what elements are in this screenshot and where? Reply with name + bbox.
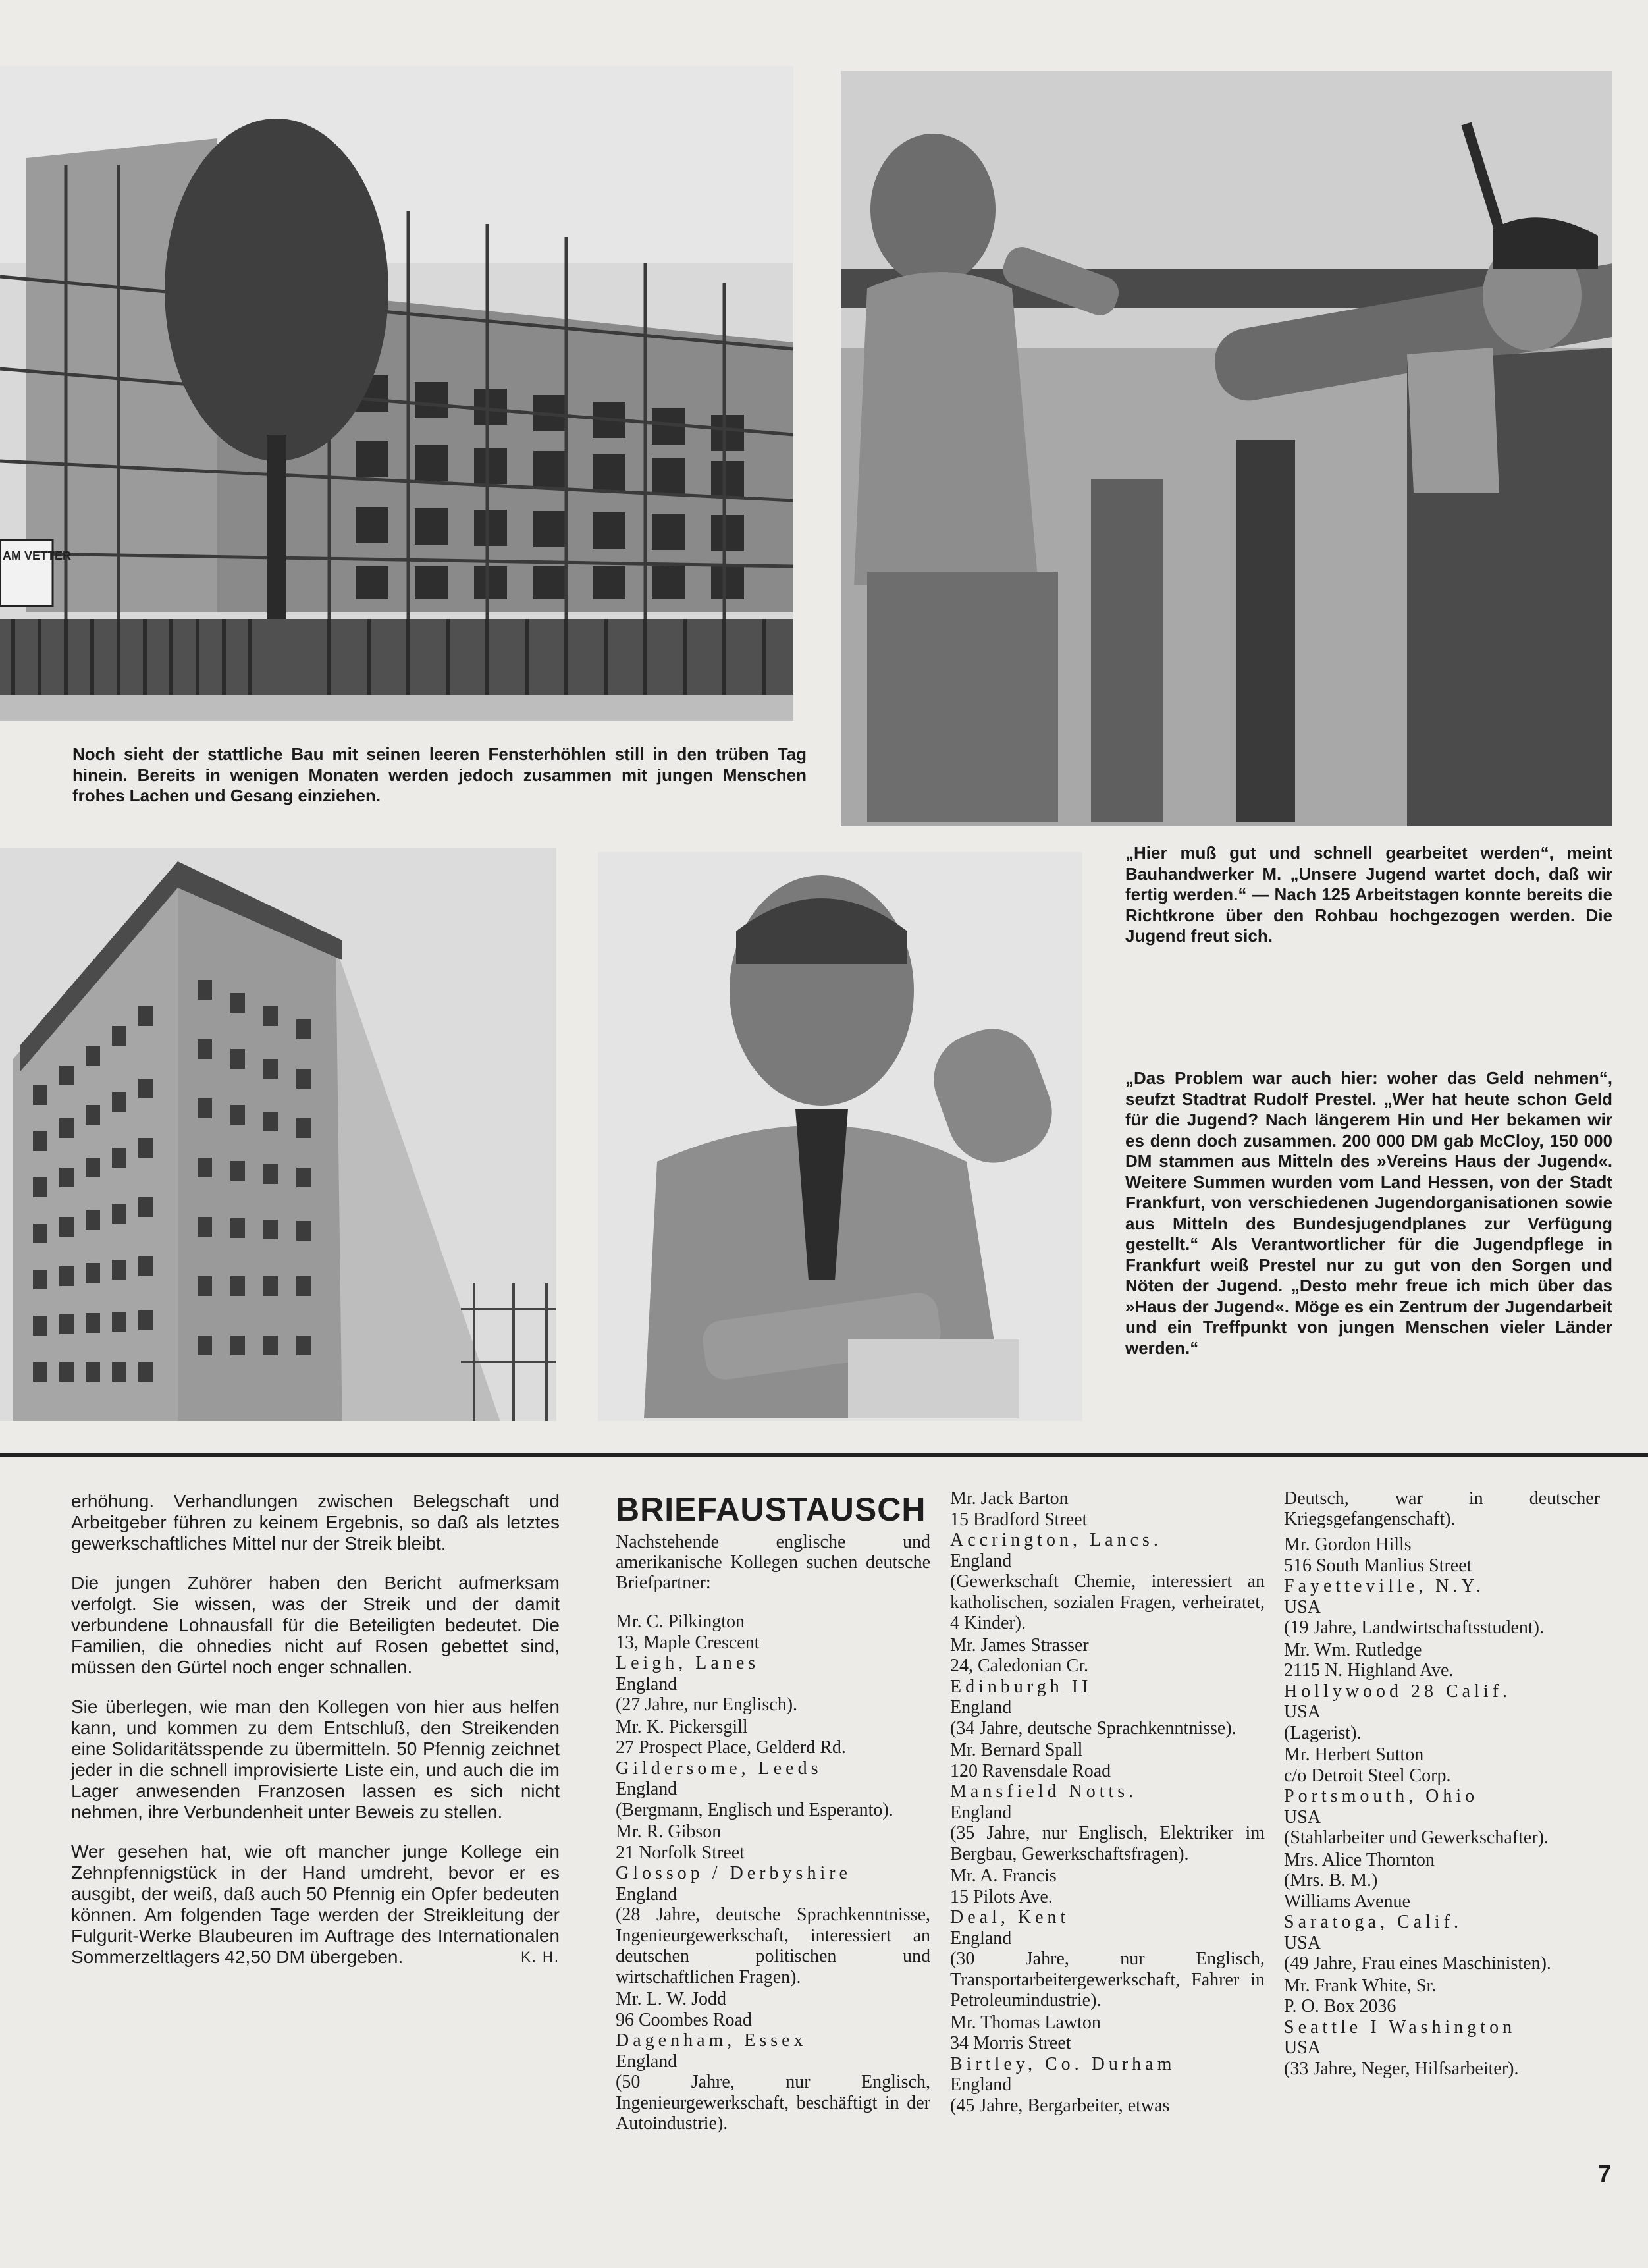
entry-name: Mr. James Strasser [950,1634,1089,1656]
entry-street: 24, Caledonian Cr. [950,1656,1088,1676]
entry-street: 15 Pilots Ave. [950,1886,1053,1907]
entry-city: Hollywood 28 Calif. [1284,1681,1511,1702]
pen-pal-entry [1284,1640,1600,1744]
author-signature: K. H. [521,1949,560,1965]
photo-tall-building [0,848,556,1421]
entry-city: Birtley, Co. Durham [950,2053,1176,2074]
entry-city: Gildersome, Leeds [616,1758,822,1779]
sign-text: AM VETTER [3,549,72,562]
entry-name: Mr. Jack Barton [950,1488,1069,1509]
article-paragraph: Die jungen Zuhörer haben den Bericht aufmerksam verfolgt. Sie wissen, was der Streik und der damit verbundene Lohnausfall für die Beteiligten bedeutet. Die Familien, die ohnedies nicht auf Rosen gebettet sind, müssen den Gürtel noch enger schnallen. [71,1573,560,1677]
entry-street: 516 South Manlius Street [1284,1555,1472,1576]
briefaustausch-column-1 [616,1490,930,2136]
entry-country: England [950,2074,1012,2095]
entry-street: 27 Prospect Place, Gelderd Rd. [616,1737,846,1758]
entry-city: Fayetteville, N.Y. [1284,1576,1485,1596]
pen-pal-entry [1284,1744,1600,1849]
entry-city: Dagenham, Essex [616,2030,807,2051]
caption-building-site: Noch sieht der stattliche Bau mit seinen leeren Fensterhöhlen still in den trüben Tag hinein. Bereits in wenigen Monaten werden jedoch zusammen mit jungen Menschen frohes Lachen und Gesang einziehen. [72,744,807,805]
entry-note: (33 Jahre, Neger, Hilfsarbeiter). [1284,2058,1519,2079]
article-paragraph-text: Wer gesehen hat, wie oft mancher junge Kollege ein Zehnpfennigstück in der Hand umdreht, bevor er es ausgibt, der weiß, daß auch 50 Pfennig ein Opfer bedeuten können. Am folgenden Tage werden der Streikleitung der Fulgurit-Werke Blaubeuren im Auftrage des Internationalen Sommerzeltlagers 42,50 DM übergeben. [71,1841,560,1967]
article-column [71,1491,560,1968]
entry-street: P. O. Box 2036 [1284,1996,1396,2016]
entry-country: England [950,1928,1012,1949]
entry-country: USA [1284,2038,1321,2058]
pen-pal-entry [950,1635,1265,1739]
briefaustausch-column-2 [950,1488,1265,2117]
entry-country: England [616,1883,678,1904]
entry-name: Mr. Wm. Rutledge [1284,1639,1422,1660]
entry-street: 21 Norfolk Street [616,1842,745,1863]
entry-country: USA [1284,1806,1321,1827]
entry-city: Edinburgh II [950,1676,1092,1697]
entry-city: Portsmouth, Ohio [1284,1786,1479,1806]
entry-note: (30 Jahre, nur Englisch, Transportarbeitergewerkschaft, Fahrer in Petroleumindustrie). [950,1949,1265,2011]
entry-street: 34 Morris Street [950,2033,1071,2053]
entry-note: (27 Jahre, nur Englisch). [616,1694,798,1715]
briefaustausch-column-3 [1284,1488,1600,2080]
pen-pal-entry [950,1866,1265,2011]
page-number: 7 [1597,2160,1611,2187]
entry-name: Mr. Thomas Lawton [950,2012,1101,2033]
entry-country: USA [1284,1932,1321,1953]
entry-country: USA [1284,1702,1321,1722]
entry-street: 15 Bradford Street [950,1509,1088,1530]
caption-prestel: „Das Problem war auch hier: woher das Geld nehmen“, seufzt Stadtrat Rudolf Prestel. „Wer hat heute schon Geld für die Jugend? Nach längerem Hin und Her bekamen wir es denn doch zusammen. 200 000 DM gab McCloy, 150 000 DM stammen aus Mitteln des »Vereins Haus der Jugend«. Weitere Summen wurden vom Land Hessen, von der Stadt Frankfurt, von verschiedenen Jugendorganisationen sowie aus Mitteln des Bundesjugendplanes zur Verfügung gestellt.“ Als Verantwortlicher für die Jugendpflege in Frankfurt weiß Prestel nur zu gut von den Sorgen und Nöten der Jugend. „Desto mehr freue ich mich über das »Haus der Jugend«. Möge es ein Zentrum der Jugendarbeit und ein Treffpunkt von jungen Menschen vieler Länder werden.“ [1125,1068,1612,1358]
entry-street2: Williams Avenue [1284,1891,1410,1912]
entry-street: 2115 N. Highland Ave. [1284,1660,1454,1681]
briefaustausch-heading: BRIEFAUSTAUSCH [616,1491,926,1528]
entry-note: (Gewerkschaft Chemie, interessiert an katholischen, sozialen Fragen, verheiratet, 4 Kinder). [950,1571,1265,1633]
entry-country: England [950,1550,1012,1571]
entry-city: Mansfield Notts. [950,1781,1138,1802]
entry-name: Mr. Frank White, Sr. [1284,1975,1437,1996]
entry-name: Mr. Bernard Spall [950,1740,1083,1760]
photo-workers [841,71,1612,826]
entry-note: (34 Jahre, deutsche Sprachkenntnisse). [950,1717,1236,1739]
entry-name: Mr. A. Francis [950,1866,1057,1886]
pen-pal-entry [616,1717,930,1821]
entry-street: 13, Maple Crescent [616,1632,760,1653]
pen-pal-entry [616,1822,930,1987]
entry-note: (45 Jahre, Bergarbeiter, etwas [950,2095,1170,2116]
entry-city: Accrington, Lancs. [950,1530,1162,1550]
pen-pal-entry [1284,1850,1600,1974]
article-paragraph [71,1841,560,1968]
entry-city: Deal, Kent [950,1907,1070,1928]
caption-workers: „Hier muß gut und schnell gearbeitet werden“, meint Bauhandwerker M. „Unsere Jugend wartet doch, daß wir fertig werden.“ — Nach 125 Arbeitstagen konnte bereits die Richtkrone über den Rohbau hochgezogen werden. Die Jugend freut sich. [1125,843,1612,946]
entry-country: England [616,1779,678,1799]
entry-note: (19 Jahre, Landwirtschaftsstudent). [1284,1617,1544,1638]
pen-pal-entry [950,1740,1265,1864]
photo-building-construction [0,66,793,721]
pen-pal-entry [950,2012,1265,2117]
pen-pal-entry [616,1611,930,1715]
entry-country: USA [1284,1596,1321,1617]
section-divider [0,1453,1648,1457]
entry-name: Mrs. Alice Thornton [1284,1849,1435,1870]
briefaustausch-intro: Nachstehende englische und amerikanische Kollegen suchen deutsche Briefpartner: [616,1532,930,1593]
entry-note: (Lagerist). [1284,1722,1362,1743]
entry-name: Mr. Gordon Hills [1284,1534,1412,1555]
entry-note: (28 Jahre, deutsche Sprachkenntnisse, Ingenieurgewerkschaft, interessiert an deutschen politischen und wirtschaftlichen Fragen). [616,1904,930,1987]
article-paragraph: Sie überlegen, wie man den Kollegen von hier aus helfen kann, und kommen zu dem Entschluß, den Streikenden eine Solidaritätsspende zu übermitteln. 50 Pfennig zeichnet jeder in die schnell improvisierte Liste ein, und auch die im Lager anwesenden Franzosen lassen es sich nicht nehmen, ihre Verbundenheit unter Beweis zu stellen. [71,1696,560,1822]
entry-country: England [950,1802,1012,1823]
entry-note: (49 Jahre, Frau eines Maschinisten). [1284,1953,1551,1974]
entry-city: Leigh, Lanes [616,1653,760,1673]
photo-prestel-portrait [598,852,1082,1421]
entry-continuation: Deutsch, war in deutscher Kriegsgefangenschaft). [1284,1488,1600,1529]
entry-name: Mr. C. Pilkington [616,1611,745,1632]
entry-name: Mr. L. W. Jodd [616,1989,727,2009]
entry-name: Mr. Herbert Sutton [1284,1744,1424,1765]
entry-name: Mr. K. Pickersgill [616,1716,748,1737]
entry-note: (Stahlarbeiter und Gewerkschafter). [1284,1827,1549,1848]
pen-pal-entry [1284,1976,1600,2080]
entry-note: (35 Jahre, nur Englisch, Elektriker im Bergbau, Gewerkschaftsfragen). [950,1823,1265,1864]
entry-street: 96 Coombes Road [616,2009,752,2030]
entry-street: (Mrs. B. M.) [1284,1870,1378,1891]
article-paragraph: erhöhung. Verhandlungen zwischen Belegschaft und Arbeitgeber führen zu keinem Ergebnis, so daß als letztes gewerkschaftliches Mittel nur der Streik bleibt. [71,1491,560,1553]
entry-name: Mr. R. Gibson [616,1822,722,1842]
entry-street: c/o Detroit Steel Corp. [1284,1765,1451,1786]
entry-country: England [616,1673,678,1694]
entry-city: Saratoga, Calif. [1284,1912,1462,1932]
entry-country: England [950,1697,1012,1717]
entry-note: (50 Jahre, nur Englisch, Ingenieurgewerkschaft, beschäftigt in der Autoindustrie). [616,2072,930,2134]
entry-country: England [616,2051,678,2072]
entry-city: Glossop / Derbyshire [616,1863,851,1883]
pen-pal-entry [1284,1534,1600,1638]
pen-pal-entry [950,1488,1265,1634]
entry-note: (Bergmann, Englisch und Esperanto). [616,1799,893,1820]
entry-street: 120 Ravensdale Road [950,1760,1111,1781]
entry-city: Seattle I Washington [1284,2016,1516,2038]
pen-pal-entry [616,1989,930,2134]
